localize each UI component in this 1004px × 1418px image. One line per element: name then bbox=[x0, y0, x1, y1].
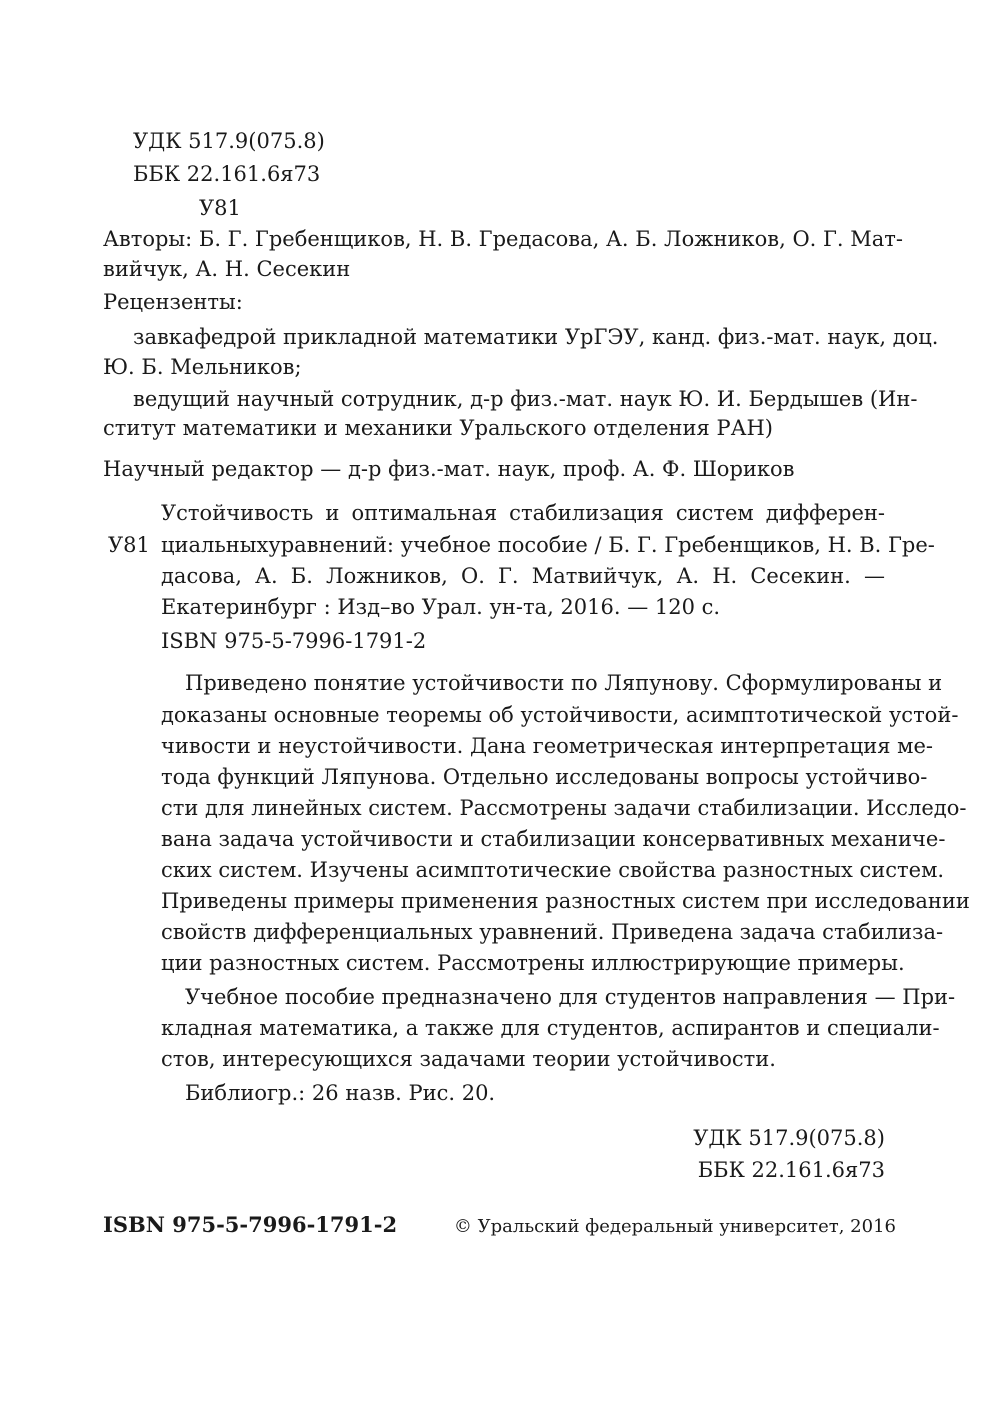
bibliographic-line-3: дасова, А. Б. Ложников, О. Г. Матвийчук, А. Н. Сесекин. — bbox=[161, 564, 885, 588]
author-mark: У81 bbox=[199, 196, 241, 220]
reviewers-heading: Рецензенты: bbox=[103, 290, 243, 314]
reviewer-1-line-1: завкафедрой прикладной математики УрГЭУ, канд. физ.-мат. наук, доц. bbox=[133, 325, 939, 349]
abstract-line: вана задача устойчивости и стабилизации консервативных механиче- bbox=[161, 827, 946, 851]
abstract-line: свойств дифференциальных уравнений. Приведена задача стабилиза- bbox=[161, 920, 944, 944]
bibliographic-line-4: Екатеринбург : Изд–во Урал. ун-та, 2016. — 120 с. bbox=[161, 595, 721, 619]
audience-line: стов, интересующихся задачами теории устойчивости. bbox=[161, 1047, 776, 1071]
authors-line-2: вийчук, А. Н. Сесекин bbox=[103, 257, 351, 281]
abstract-line: чивости и неустойчивости. Дана геометрическая интерпретация ме- bbox=[161, 734, 934, 758]
reviewer-2-line-2: ститут математики и механики Уральского отделения РАН) bbox=[103, 416, 774, 440]
bibliographic-author-mark: У81 bbox=[108, 533, 150, 557]
copyright-notice: © Уральский федеральный университет, 2016 bbox=[453, 1216, 896, 1237]
scientific-editor: Научный редактор — д-р физ.-мат. наук, проф. А. Ф. Шориков bbox=[103, 457, 795, 481]
footer-isbn: ISBN 975-5-7996-1791-2 bbox=[103, 1212, 398, 1237]
reviewer-1-line-2: Ю. Б. Мельников; bbox=[103, 355, 302, 379]
audience-line: Учебное пособие предназначено для студентов направления — При- bbox=[185, 985, 956, 1009]
audience-line: кладная математика, а также для студентов, аспирантов и специали- bbox=[161, 1016, 940, 1040]
abstract-line: Приведены примеры применения разностных систем при исследовании bbox=[161, 889, 970, 913]
bibliographic-line-2: циальныхуравнений: учебное пособие / Б. Г. Гребенщиков, Н. В. Гре- bbox=[161, 533, 935, 557]
abstract-line: доказаны основные теоремы об устойчивости, асимптотической устой- bbox=[161, 703, 959, 727]
bottom-bbk-code: ББК 22.161.6я73 bbox=[697, 1158, 885, 1182]
abstract-line: ских систем. Изучены асимптотические свойства разностных систем. bbox=[161, 858, 945, 882]
reviewer-2-line-1: ведущий научный сотрудник, д-р физ.-мат. наук Ю. И. Бердышев (Ин- bbox=[133, 387, 918, 411]
authors-line-1: Авторы: Б. Г. Гребенщиков, Н. В. Гредасова, А. Б. Ложников, О. Г. Мат- bbox=[103, 227, 904, 251]
abstract-line: ции разностных систем. Рассмотрены иллюстрирующие примеры. bbox=[161, 951, 905, 975]
bbk-code: ББК 22.161.6я73 bbox=[133, 162, 321, 186]
bibliography-note: Библиогр.: 26 назв. Рис. 20. bbox=[185, 1081, 496, 1105]
abstract-line: тода функций Ляпунова. Отдельно исследованы вопросы устойчиво- bbox=[161, 765, 928, 789]
abstract-line: сти для линейных систем. Рассмотрены задачи стабилизации. Исследо- bbox=[161, 796, 967, 820]
udk-code: УДК 517.9(075.8) bbox=[133, 129, 325, 153]
bibliographic-isbn: ISBN 975-5-7996-1791-2 bbox=[161, 629, 427, 653]
abstract-line: Приведено понятие устойчивости по Ляпунову. Сформулированы и bbox=[185, 671, 943, 695]
bibliographic-line-1: Устойчивость и оптимальная стабилизация систем дифферен- bbox=[161, 501, 885, 525]
bottom-udk-code: УДК 517.9(075.8) bbox=[693, 1126, 885, 1150]
